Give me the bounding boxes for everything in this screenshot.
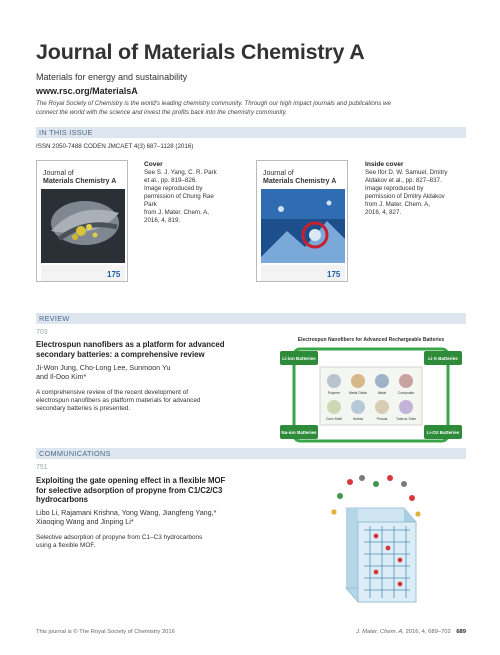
caption-line: 2016, 4, 819. bbox=[144, 217, 181, 224]
communication-abstract bbox=[36, 534, 256, 550]
inside-cover-badge: 175 bbox=[327, 270, 341, 279]
blurb-line: connect the world with the science and invest the profits back into the chemistry community. bbox=[36, 108, 287, 116]
figure-item: Polymer bbox=[327, 391, 341, 395]
rsc-blurb bbox=[36, 100, 466, 117]
caption-line: See S. J. Yang, C. R. Park bbox=[144, 169, 217, 176]
title-line: Exploiting the gate opening effect in a flexible MOF bbox=[36, 476, 226, 485]
abstract-line: secondary batteries is presented. bbox=[36, 405, 131, 412]
section-communications bbox=[36, 448, 466, 459]
section-label: COMMUNICATIONS bbox=[39, 449, 111, 458]
caption-line: See Ifor D. W. Samuel, Dmitry bbox=[365, 169, 448, 176]
issn-line: ISSN 2050-7488 CODEN JMCAET 4(3) 687–1128 (2016) bbox=[36, 143, 194, 150]
author-line: and Il-Doo Kim* bbox=[36, 372, 87, 381]
figure-item: Core-Shell bbox=[325, 417, 343, 421]
review-figure bbox=[276, 331, 466, 456]
figure-label-tr: Li-S Batteries bbox=[428, 356, 458, 361]
communication-title[interactable] bbox=[36, 476, 256, 505]
inside-cover-title: Inside cover bbox=[365, 161, 404, 168]
figure-item: Porous bbox=[376, 417, 388, 421]
journal-title: Journal of Materials Chemistry A bbox=[36, 40, 365, 64]
figure-label-bl: Na-ion Batteries bbox=[281, 430, 317, 435]
abstract-line: Selective adsorption of propyne from C1–C3 hydrocarbons bbox=[36, 534, 203, 541]
caption-line: from J. Mater. Chem. A, bbox=[365, 201, 430, 208]
footer-citation-journal: J. Mater. Chem. A, bbox=[356, 629, 404, 635]
footer-citation bbox=[356, 629, 466, 635]
section-label: IN THIS ISSUE bbox=[39, 128, 93, 137]
cover-thumbnail[interactable] bbox=[36, 160, 128, 282]
inside-cover-caption bbox=[365, 161, 465, 217]
title-line: Electrospun nanofibers as a platform for advanced bbox=[36, 340, 225, 349]
figure-item: Hollow bbox=[352, 417, 364, 421]
journal-subtitle: Materials for energy and sustainability bbox=[36, 72, 188, 82]
figure-item: Metal bbox=[377, 391, 387, 395]
caption-line: Image reproduced by bbox=[144, 185, 203, 192]
cover-thumb-title: Materials Chemistry A bbox=[43, 178, 117, 185]
abstract-line: A comprehensive review of the recent development of bbox=[36, 389, 189, 396]
cover-badge: 175 bbox=[107, 270, 121, 279]
section-in-this-issue bbox=[36, 127, 466, 138]
review-authors bbox=[36, 363, 256, 381]
title-line: secondary batteries: a comprehensive review bbox=[36, 349, 205, 359]
caption-line: from J. Mater. Chem. A, bbox=[144, 209, 209, 216]
caption-line: et al., pp. 819–826. bbox=[144, 177, 197, 184]
author-line: Ji-Won Jung, Cho-Long Lee, Sunmoon Yu bbox=[36, 363, 171, 372]
figure-item: Tube-in-Tube bbox=[395, 417, 417, 421]
caption-line: Aldakov et al., pp. 827–837. bbox=[365, 177, 442, 184]
figure-label-tl: Li-ion Batteries bbox=[282, 356, 316, 361]
footer-copyright: This journal is © The Royal Society of Chemistry 2016 bbox=[36, 629, 175, 635]
cover-title: Cover bbox=[144, 161, 163, 168]
communication-authors bbox=[36, 508, 256, 526]
cover-caption bbox=[144, 161, 226, 225]
review-abstract bbox=[36, 389, 256, 413]
figure-item: Metal Oxide bbox=[348, 391, 368, 395]
abstract-line: electrospun nanofibers as platform materials for advanced bbox=[36, 397, 201, 404]
review-page-number: 703 bbox=[36, 329, 48, 336]
inside-cover-thumb-title: Materials Chemistry A bbox=[263, 178, 337, 185]
inside-cover-thumbnail[interactable] bbox=[256, 160, 348, 282]
footer-citation-rest: 2016, 4, 689–702 bbox=[405, 629, 451, 635]
abstract-line: using a flexible MOF. bbox=[36, 542, 96, 549]
figure-label-br: Li-O2 Batteries bbox=[426, 430, 460, 435]
caption-line: permission of Dmitry Aldakov bbox=[365, 193, 445, 200]
review-title[interactable] bbox=[36, 340, 256, 359]
cover-thumb-title: Journal of bbox=[43, 170, 74, 177]
figure-item: Composite bbox=[397, 391, 415, 395]
footer-page-number: 689 bbox=[456, 629, 466, 635]
author-line: Xiaoqing Wang and Jinping Li* bbox=[36, 517, 134, 526]
inside-cover-thumb-title: Journal of bbox=[263, 170, 294, 177]
author-line: Libo Li, Rajamani Krishna, Yong Wang, Jiangfeng Yang,* bbox=[36, 508, 217, 517]
section-label: REVIEW bbox=[39, 314, 70, 323]
section-review bbox=[36, 313, 466, 324]
communication-page-number: 751 bbox=[36, 464, 48, 471]
blurb-line: The Royal Society of Chemistry is the world's leading chemistry community. Through our high impact journals and publications we bbox=[36, 100, 391, 107]
title-line: hydrocarbons bbox=[36, 495, 88, 505]
caption-line: permission of Chung Rae Park bbox=[144, 193, 214, 208]
journal-url[interactable]: www.rsc.org/MaterialsA bbox=[36, 86, 138, 96]
figure-title: Electrospun Nanofibers for Advanced Rechargeable Batteries bbox=[297, 337, 445, 343]
caption-line: 2016, 4, 827. bbox=[365, 209, 402, 216]
caption-line: Image reproduced by bbox=[365, 185, 424, 192]
title-line: for selective adsorption of propyne from C1/C2/C3 bbox=[36, 485, 223, 495]
communication-figure bbox=[320, 470, 430, 615]
